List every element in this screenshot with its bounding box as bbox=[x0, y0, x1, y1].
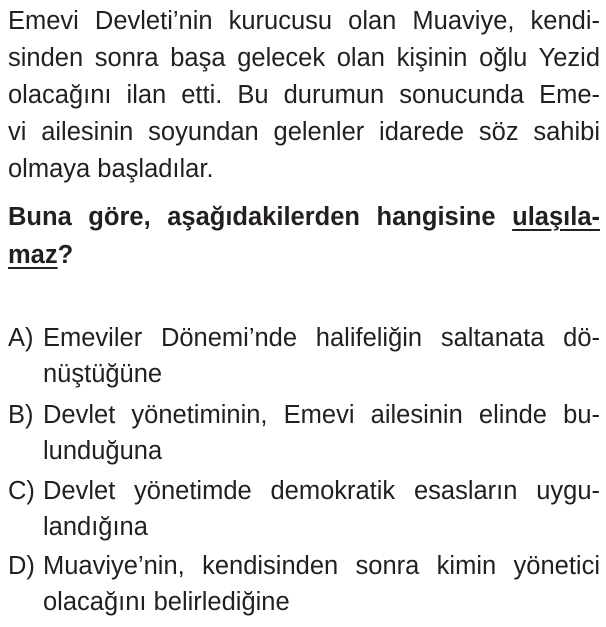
passage-line: vi ailesinin soyundan gelenler idarede söz sahibi bbox=[8, 118, 600, 146]
option-b[interactable] bbox=[43, 400, 600, 466]
option-b-letter: B) bbox=[8, 401, 34, 429]
passage-line: olmaya başladılar. bbox=[8, 155, 214, 183]
option-c-line: Devlet yönetimde demokratik esasların uygu- bbox=[43, 477, 600, 505]
option-a[interactable] bbox=[43, 323, 600, 389]
question-negation-underlined: ulaşıla- bbox=[512, 203, 600, 231]
option-d-line: Muaviye’nin, kendisinden sonra kimin yönetici bbox=[43, 552, 600, 580]
option-a-line: nüştüğüne bbox=[43, 360, 163, 388]
passage-line: sinden sonra başa gelecek olan kişinin oğlu Yezid bbox=[8, 44, 600, 72]
option-b-line: lunduğuna bbox=[43, 437, 163, 465]
question-text: Buna göre, aşağıdakilerden hangisine bbox=[8, 203, 513, 231]
option-c[interactable] bbox=[43, 476, 600, 542]
option-b-line: Devlet yönetiminin, Emevi ailesinin elinde bu- bbox=[43, 401, 600, 429]
option-a-letter: A) bbox=[8, 324, 34, 352]
option-d-line: olacağını belirlediğine bbox=[43, 588, 290, 616]
question-mark: ? bbox=[57, 241, 74, 269]
option-c-letter: C) bbox=[8, 477, 35, 505]
option-d-letter: D) bbox=[8, 552, 35, 580]
question-line-1 bbox=[8, 202, 600, 232]
question-stem bbox=[8, 202, 600, 232]
option-a-line: Emeviler Dönemi’nde halifeliğin saltanata dö- bbox=[43, 324, 600, 352]
option-d[interactable] bbox=[43, 551, 600, 617]
option-c-line: landığına bbox=[43, 513, 148, 541]
question-line-2 bbox=[8, 240, 73, 270]
passage-line: Emevi Devleti’nin kurucusu olan Muaviye, kendi- bbox=[8, 7, 600, 35]
question-negation-underlined: maz bbox=[8, 241, 58, 269]
passage-line: olacağını ilan etti. Bu durumun sonucunda Eme- bbox=[8, 81, 600, 109]
passage bbox=[8, 6, 600, 147]
